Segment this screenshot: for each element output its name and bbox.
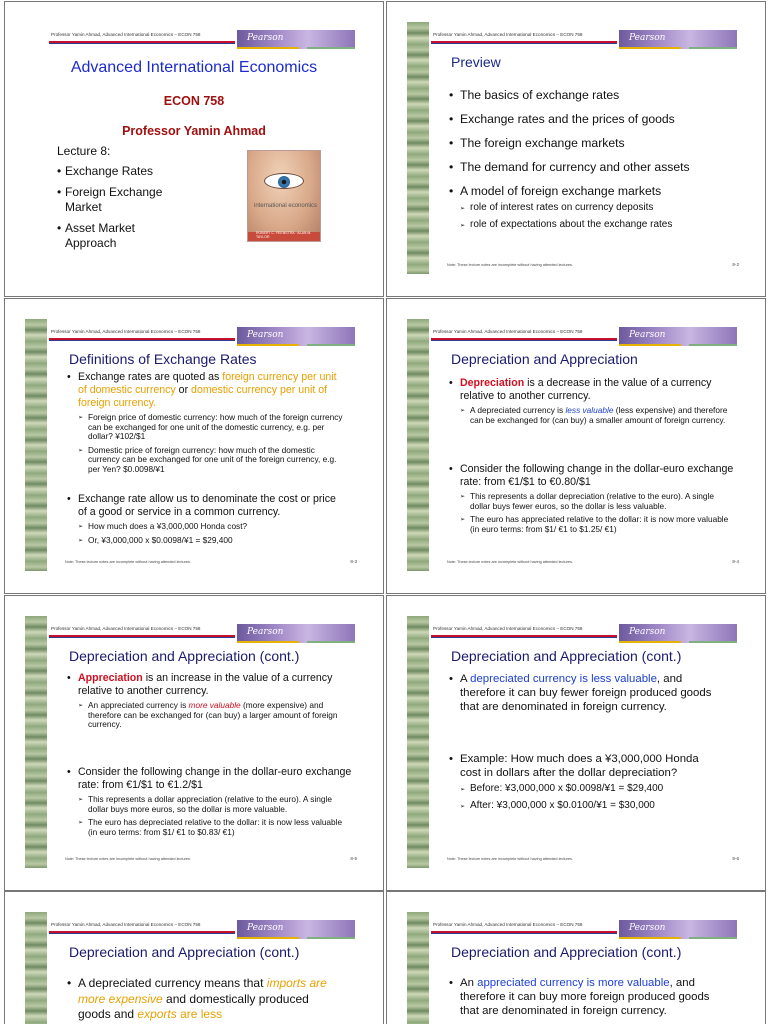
header-rule-blue [49,637,235,638]
header-rule-blue [431,43,617,44]
list-item: • A depreciated currency means that imports are more expensive and domestically produced goods and exports are less [67,976,337,1023]
sub-item: ➢ An appreciated currency is more valuable (more expensive) and therefore can be exchanged for (can buy) a larger amount of foreign currency. [78,701,352,730]
slide-number: 8-3 [350,559,357,564]
list-item: • Consider the following change in the dollar-euro exchange rate: from €1/$1 to €0.80/$1 ➢ This represents a dollar depreciation (relative to the euro). A single dollar buys fewer euros, so the dollar is less valuable. ➢ The euro has appreciated relative to the dollar: it is now more valuable (in euro terms: from $1/ €1 to $1.25/ €1) [449,463,734,534]
slide-title: Depreciation and Appreciation (cont.) [451,944,682,960]
list-item: • The foreign exchange markets [449,136,690,151]
publisher-logo: Pearson [629,627,666,637]
header-rule-blue [49,933,235,934]
slide-2 [386,1,766,297]
list-item: • Foreign Exchange Market [57,185,177,216]
bullet-list [449,377,734,432]
header-rule-blue [431,637,617,638]
slide-sidebar-image [407,319,429,571]
bullet-list [67,766,352,844]
slide-sidebar-image [25,912,47,1024]
sub-item: ➢ This represents a dollar appreciation (relative to the euro). A single dollar buys more euros, so the dollar is more valuable. [78,795,352,814]
bullet-list [449,976,719,1024]
course-code: ECON 758 [163,94,225,108]
bullet-list [67,672,352,737]
bullet-list [449,88,690,240]
sub-item: ➢ Or, ¥3,000,000 x $0.0098/¥1 = $29,400 [78,536,347,546]
list-item: • A model of foreign exchange markets ➢ role of interest rates on currency deposits ➢ role of expectations about the exchange rates [449,184,690,231]
slide-number: 8-4 [732,559,739,564]
slide-title: Preview [451,54,501,70]
sub-item: ➢ Foreign price of domestic currency: how much of the foreign currency can be exchanged for one unit of the domestic currency, e.g. per dollar? ¥102/$1 [78,413,347,442]
sub-item: ➢ This represents a dollar depreciation (relative to the euro). A single dollar buys fewer euros, so the dollar is less valuable. [460,492,734,511]
header-rule-blue [431,933,617,934]
publisher-logo: Pearson [247,330,284,340]
textbook-cover-image [247,150,321,242]
header-rule-blue [49,340,235,341]
list-item: • Example: How much does a ¥3,000,000 Honda cost in dollars after the dollar depreciation? ➢ Before: ¥3,000,000 x $0.0098/¥1 = $29,400 ➢ After: ¥3,000,000 x $0.0100/¥1 = $30,000 [449,752,719,812]
bullet-list [67,371,347,482]
list-item: • Depreciation is a decrease in the value of a currency relative to another currency. ➢ A depreciated currency is less valuable (less expensive) and therefore can be exchanged for (can buy) a smaller amount of foreign currency. [449,377,734,425]
header-banner [237,327,355,346]
footer-note: Note: These lecture notes are incomplete without having attended lectures. [65,857,191,861]
slide-number: 8-2 [732,262,739,267]
sub-item: ➢ Before: ¥3,000,000 x $0.0098/¥1 = $29,400 [460,783,719,795]
publisher-logo: Pearson [247,627,284,637]
slide-header-text: Professor Yamin Ahmad, Advanced International Economics – ECON 758 [433,626,583,631]
slide-sidebar-image [407,912,429,1024]
slide-title: Depreciation and Appreciation (cont.) [451,648,682,664]
publisher-logo: Pearson [629,33,666,43]
header-rule-blue [49,43,235,44]
slide-sidebar-image [25,319,47,571]
slide-header-text: Professor Yamin Ahmad, Advanced International Economics – ECON 758 [433,922,583,927]
bullet-list [67,493,347,552]
list-item: • Consider the following change in the dollar-euro exchange rate: from €1/$1 to €1.2/$1 ➢ This represents a dollar appreciation (relative to the euro). A single dollar buys more euros, so the dollar is more valuable. ➢ The euro has depreciated relative to the dollar: it is now less valuable (in euro terms: from $1/ €1 to $0.83/ €1) [67,766,352,837]
slide-header-text: Professor Yamin Ahmad, Advanced International Economics – ECON 758 [51,32,201,37]
slide-header-text: Professor Yamin Ahmad, Advanced International Economics – ECON 758 [51,922,201,927]
header-banner [619,30,737,49]
list-item: • A depreciated currency is less valuable, and therefore it can buy fewer foreign produced goods that are denominated in foreign currency. [449,672,719,714]
bullet-list [449,463,734,541]
slide-title: Depreciation and Appreciation (cont.) [69,648,300,664]
list-item: • The demand for currency and other assets [449,160,690,175]
slide-8 [386,891,766,1024]
slide-7 [4,891,384,1024]
footer-note: Note: These lecture notes are incomplete without having attended lectures. [447,857,573,861]
book-authors: ROBERT C. FEENSTRA · ALAN M. TAYLOR [256,231,312,239]
list-item: • Exchange rate allow us to denominate the cost or price of a good or service in a common currency. ➢ How much does a ¥3,000,000 Honda cost? ➢ Or, ¥3,000,000 x $0.0098/¥1 = $29,400 [67,493,347,545]
professor-name: Professor Yamin Ahmad [122,124,266,138]
bullet-list [449,752,719,821]
slide-sidebar-image [407,616,429,868]
publisher-logo: Pearson [247,33,284,43]
list-item: • Asset Market Approach [57,221,177,252]
header-banner [619,327,737,346]
publisher-logo: Pearson [629,330,666,340]
header-rule-blue [431,340,617,341]
list-item: • Exchange rates and the prices of goods [449,112,690,127]
header-banner [619,624,737,643]
list-item: • Appreciation is an increase in the value of a currency relative to another currency. ➢ An appreciated currency is more valuable (more expensive) and therefore can be exchanged for (can buy) a larger amount of foreign currency. [67,672,352,730]
list-item: • The basics of exchange rates [449,88,690,103]
lecture-label: Lecture 8: [57,144,111,158]
sub-item: ➢ How much does a ¥3,000,000 Honda cost? [78,522,347,532]
header-banner [237,920,355,939]
header-banner [619,920,737,939]
slide-4 [386,298,766,594]
sub-item: ➢ A depreciated currency is less valuable (less expensive) and therefore can be exchanged for (can buy) a smaller amount of foreign currency. [460,406,734,425]
sub-item: ➢ After: ¥3,000,000 x $0.0100/¥1 = $30,000 [460,800,719,812]
slide-header-text: Professor Yamin Ahmad, Advanced International Economics – ECON 758 [51,329,201,334]
sub-item: ➢ role of interest rates on currency deposits [460,202,690,214]
bullet-list [67,976,337,1024]
slide-number: 8-6 [732,856,739,861]
list-item: • An appreciated currency is more valuable, and therefore it can buy more foreign produced goods that are denominated in foreign currency. [449,976,719,1018]
footer-note: Note: These lecture notes are incomplete without having attended lectures. [447,263,573,267]
bullet-list [449,672,719,723]
slide-1 [4,1,384,297]
slide-title: Depreciation and Appreciation (cont.) [69,944,300,960]
sub-item: ➢ role of expectations about the exchange rates [460,219,690,231]
header-banner [237,30,355,49]
list-item: • Exchange rates are quoted as foreign currency per unit of domestic currency or domestic currency per unit of foreign currency. ➢ Foreign price of domestic currency: how much of the foreign currency can be exchanged for one unit of the domestic currency, e.g. per dollar? ¥102/$1 ➢ Domestic price of foreign currency: how much of the domestic currency can be exchanged for one unit of the foreign currency, e.g. per Yen? $0.0098/¥1 [67,371,347,475]
slide-header-text: Professor Yamin Ahmad, Advanced International Economics – ECON 758 [51,626,201,631]
slide-header-text: Professor Yamin Ahmad, Advanced International Economics – ECON 758 [433,32,583,37]
slide-header-text: Professor Yamin Ahmad, Advanced International Economics – ECON 758 [433,329,583,334]
slide-3 [4,298,384,594]
sub-item: ➢ The euro has appreciated relative to the dollar: it is now more valuable (in euro terms: from $1/ €1 to $1.25/ €1) [460,515,734,534]
slide-sidebar-image [407,22,429,274]
slide-number: 8-5 [350,856,357,861]
slide-title: Depreciation and Appreciation [451,351,638,367]
eye-icon [264,173,304,189]
sub-item: ➢ The euro has depreciated relative to the dollar: it is now less valuable (in euro terms: from $1/ €1 to $0.83/ €1) [78,818,352,837]
course-title: Advanced International Economics [70,59,318,76]
publisher-logo: Pearson [629,923,666,933]
slide-title: Definitions of Exchange Rates [69,351,257,367]
lecture-topics [57,164,177,257]
list-item: • Exchange Rates [57,164,177,180]
header-banner [237,624,355,643]
sub-item: ➢ Domestic price of foreign currency: how much of the domestic currency can be exchanged for one unit of the foreign currency, e.g. per Yen? $0.0098/¥1 [78,446,347,475]
footer-note: Note: These lecture notes are incomplete without having attended lectures. [65,560,191,564]
book-title: international economics [254,203,318,209]
footer-note: Note: These lecture notes are incomplete without having attended lectures. [447,560,573,564]
slide-sidebar-image [25,616,47,868]
publisher-logo: Pearson [247,923,284,933]
slide-5 [4,595,384,891]
slide-6 [386,595,766,891]
